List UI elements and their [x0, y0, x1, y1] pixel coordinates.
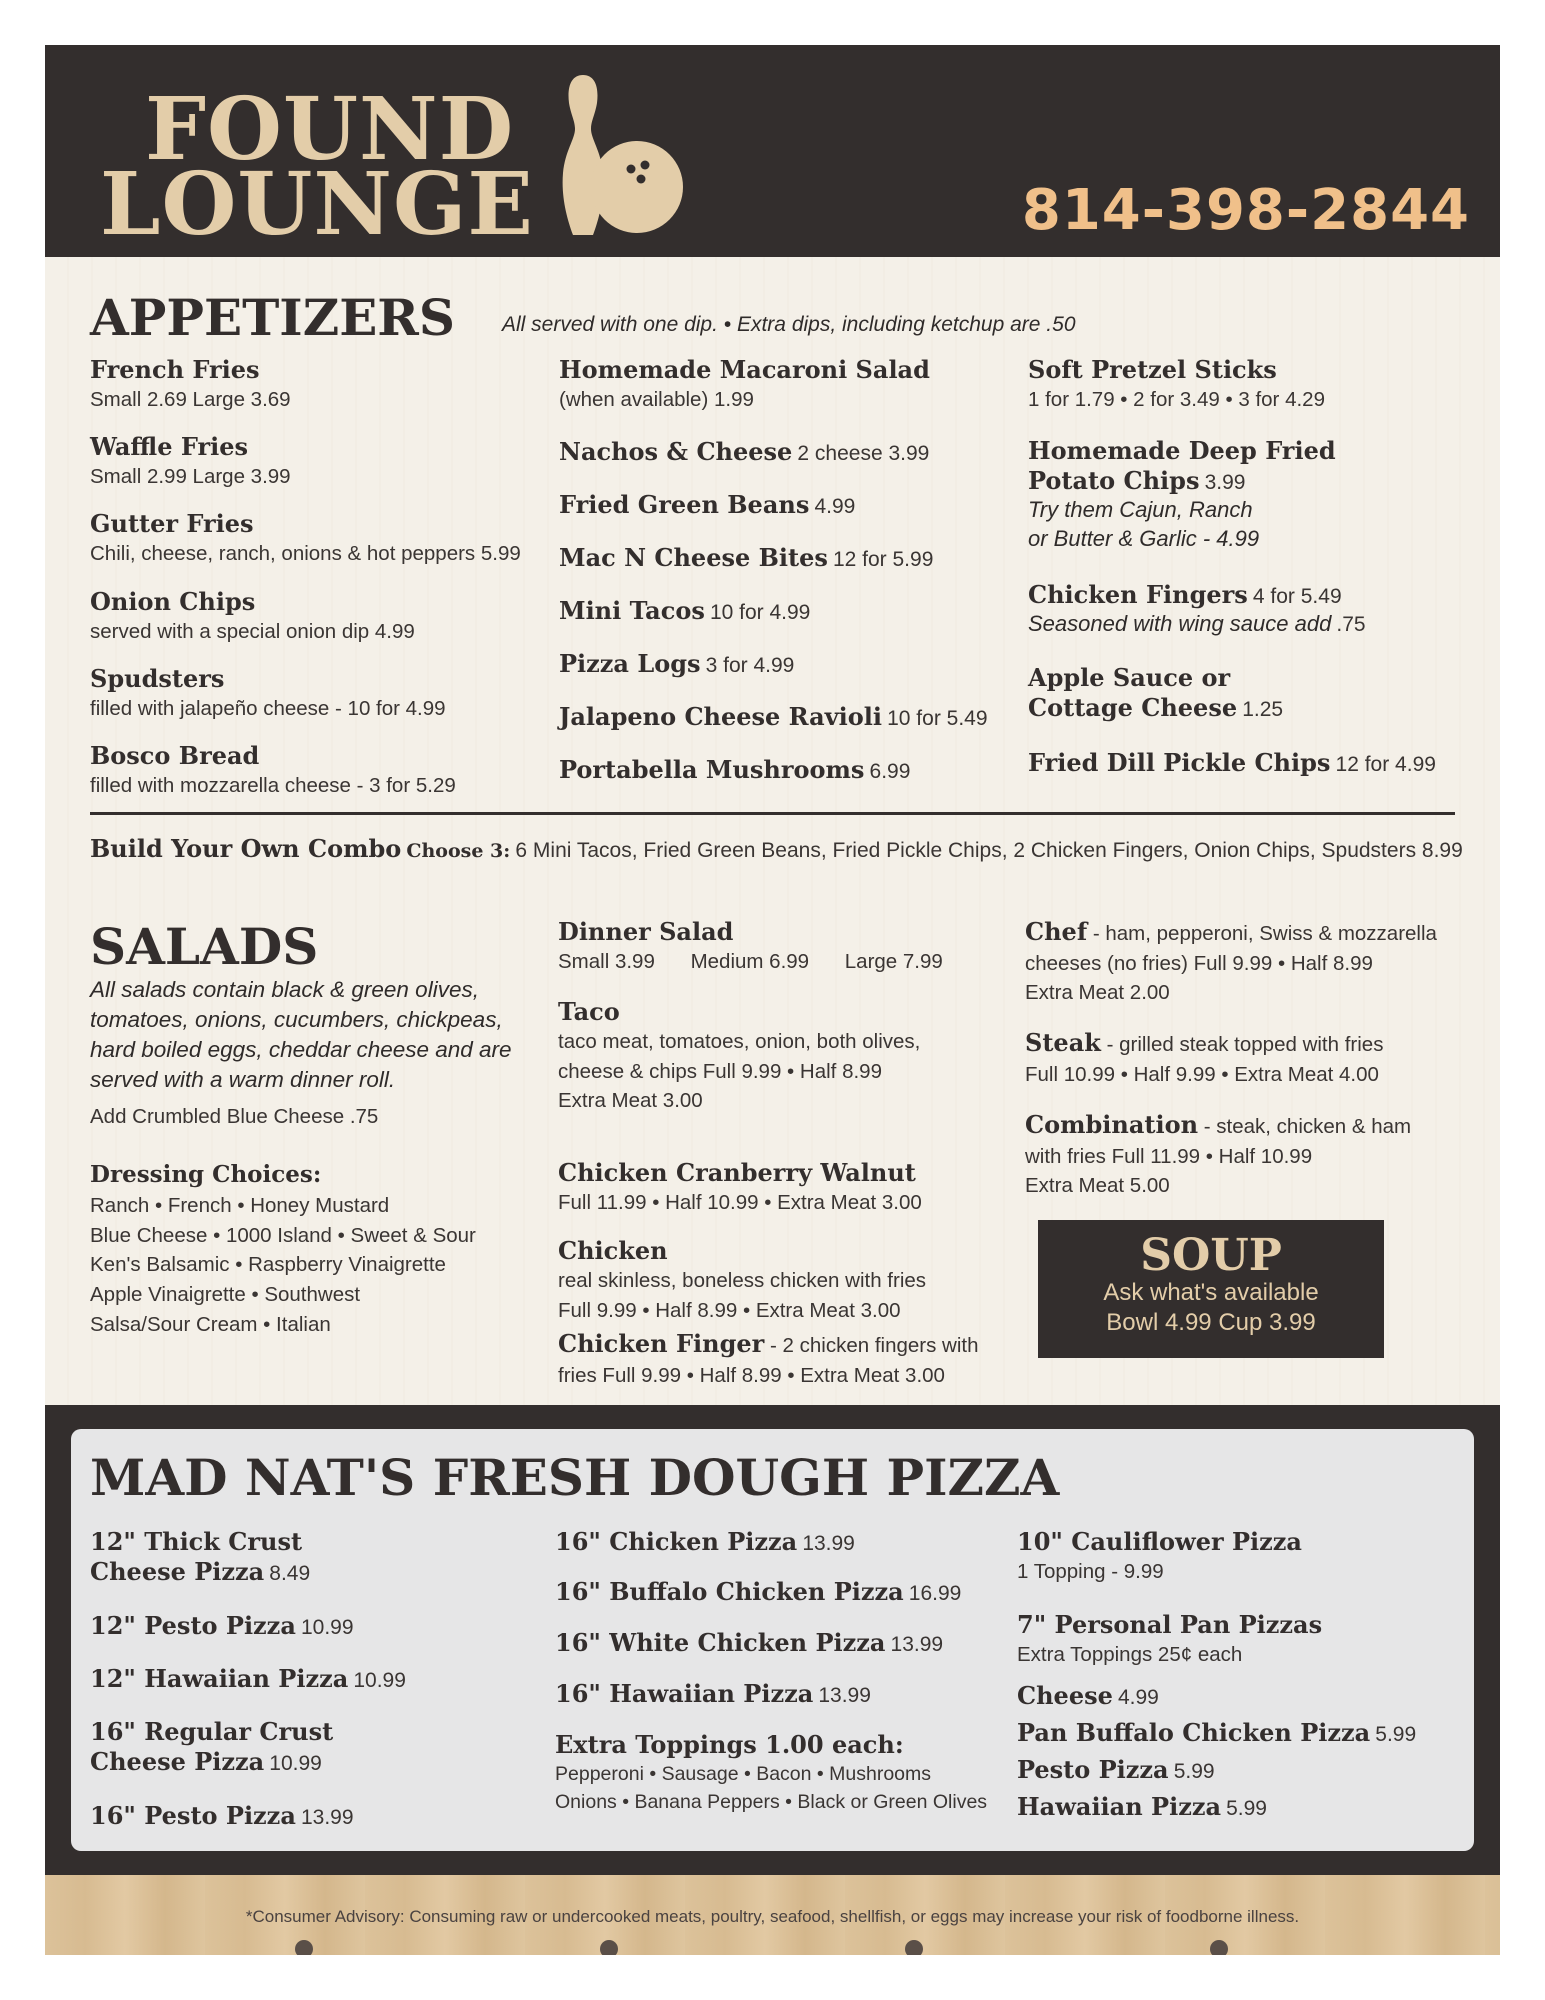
pizza-pan-pesto: Pesto Pizza 5.99: [1017, 1755, 1215, 1784]
salads-add-note: Add Crumbled Blue Cheese .75: [90, 1105, 379, 1128]
nail-icon: [600, 1940, 618, 1955]
phone-number[interactable]: 814-398-2844: [1021, 178, 1470, 243]
pizza-pan-hawaiian: Hawaiian Pizza 5.99: [1017, 1792, 1267, 1821]
menu-item-chicken-fingers: Chicken Fingers 4 for 5.49 Seasoned with wing sauce add .75: [1028, 580, 1366, 636]
menu-item-mini-tacos: Mini Tacos 10 for 4.99: [559, 596, 811, 625]
pizza-pan-cheese: Cheese 4.99: [1017, 1681, 1159, 1710]
salad-chef: Chef - ham, pepperoni, Swiss & mozzarella cheeses (no fries) Full 9.99 • Half 8.99 Extra Meat 2.00: [1025, 917, 1437, 1005]
menu-item-nachos: Nachos & Cheese 2 cheese 3.99: [559, 437, 930, 466]
pizza-regular-crust: 16" Regular Crust Cheese Pizza 10.99: [90, 1717, 334, 1776]
salad-dinner: Dinner Salad Small 3.99 Medium 6.99 Large 7.99: [558, 917, 943, 973]
menu-item-bosco-bread: Bosco Bread filled with mozzarella cheese - 3 for 5.29: [90, 741, 456, 797]
nail-icon: [295, 1940, 313, 1955]
list-item: Blue Cheese • 1000 Island • Sweet & Sour: [90, 1223, 476, 1247]
divider: [90, 812, 1455, 815]
header: [45, 45, 1500, 257]
appetizers-note: All served with one dip. • Extra dips, including ketchup are .50: [502, 313, 1076, 336]
pizza-white-chicken-16: 16" White Chicken Pizza 13.99: [555, 1628, 944, 1657]
pizza-pesto-16: 16" Pesto Pizza 13.99: [90, 1801, 354, 1830]
dressing-title: Dressing Choices:: [90, 1161, 322, 1188]
menu-item-french-fries: French Fries Small 2.69 Large 3.69: [90, 355, 291, 411]
menu-item-pizza-logs: Pizza Logs 3 for 4.99: [559, 649, 795, 678]
pizza-extra-toppings: Extra Toppings 1.00 each: Pepperoni • Sausage • Bacon • Mushrooms Onions • Banana Peppers • Black or Green Olives: [555, 1730, 988, 1814]
nail-icon: [1210, 1940, 1228, 1955]
menu-item-pretzel-sticks: Soft Pretzel Sticks 1 for 1.79 • 2 for 3.49 • 3 for 4.29: [1028, 355, 1325, 411]
salad-chicken: Chicken real skinless, boneless chicken with fries Full 9.99 • Half 8.99 • Extra Meat 3.00: [558, 1236, 927, 1322]
pizza-personal-pan: 7" Personal Pan Pizzas Extra Toppings 25¢ each: [1017, 1610, 1323, 1666]
list-item: Apple Vinaigrette • Southwest: [90, 1283, 361, 1307]
pizza-title: MAD NAT'S FRESH DOUGH PIZZA: [90, 1448, 1060, 1507]
nail-icon: [905, 1940, 923, 1955]
salad-combination: Combination - steak, chicken & ham with fries Full 11.99 • Half 10.99 Extra Meat 5.00: [1025, 1110, 1412, 1198]
menu-item-pickle-chips: Fried Dill Pickle Chips 12 for 4.99: [1028, 748, 1436, 777]
menu-page: [45, 45, 1500, 1955]
pizza-buffalo-16: 16" Buffalo Chicken Pizza 16.99: [555, 1577, 962, 1606]
list-item: Ken's Balsamic • Raspberry Vinaigrette: [90, 1253, 446, 1277]
salad-steak: Steak - grilled steak topped with fries Full 10.99 • Half 9.99 • Extra Meat 4.00: [1025, 1028, 1384, 1086]
menu-item-mushrooms: Portabella Mushrooms 6.99: [559, 755, 911, 784]
bowling-pin-icon: [535, 69, 685, 239]
pizza-hawaiian-16: 16" Hawaiian Pizza 13.99: [555, 1679, 871, 1708]
menu-item-ravioli: Jalapeno Cheese Ravioli 10 for 5.49: [559, 702, 988, 731]
menu-item-onion-chips: Onion Chips served with a special onion dip 4.99: [90, 587, 415, 643]
pizza-pan-buffalo: Pan Buffalo Chicken Pizza 5.99: [1017, 1718, 1417, 1747]
list-item: Salsa/Sour Cream • Italian: [90, 1312, 331, 1336]
logo-found: FOUND: [145, 79, 515, 180]
menu-item-potato-chips: Homemade Deep Fried Potato Chips 3.99 Try them Cajun, Ranch or Butter & Garlic - 4.99: [1028, 436, 1336, 551]
menu-item-mac-cheese-bites: Mac N Cheese Bites 12 for 5.99: [559, 543, 934, 572]
soup-box: SOUP Ask what's available Bowl 4.99 Cup 3.99: [1038, 1220, 1384, 1358]
consumer-advisory: *Consumer Advisory: Consuming raw or undercooked meats, poultry, seafood, shellfish, or eggs may increase your risk of foodborne illness.: [245, 1907, 1300, 1926]
salad-chicken-finger: Chicken Finger - 2 chicken fingers with fries Full 9.99 • Half 8.99 • Extra Meat 3.00: [558, 1329, 979, 1387]
appetizers-title: APPETIZERS: [90, 288, 455, 347]
pizza-cauliflower: 10" Cauliflower Pizza 1 Topping - 9.99: [1017, 1527, 1302, 1583]
pizza-hawaiian-12: 12" Hawaiian Pizza 10.99: [90, 1664, 406, 1693]
pizza-pesto-12: 12" Pesto Pizza 10.99: [90, 1611, 354, 1640]
menu-item-apple-sauce: Apple Sauce or Cottage Cheese 1.25: [1028, 663, 1284, 722]
list-item: Ranch • French • Honey Mustard: [90, 1194, 390, 1217]
dressing-list: [90, 1191, 476, 1340]
salad-cranberry: Chicken Cranberry Walnut Full 11.99 • Half 10.99 • Extra Meat 3.00: [558, 1158, 922, 1214]
menu-item-macaroni-salad: Homemade Macaroni Salad (when available) 1.99: [559, 355, 930, 411]
salads-title: SALADS: [90, 917, 319, 976]
menu-item-spudsters: Spudsters filled with jalapeño cheese - 10 for 4.99: [90, 664, 446, 720]
menu-item-waffle-fries: Waffle Fries Small 2.99 Large 3.99: [90, 432, 291, 488]
salads-note: All salads contain black & green olives, tomatoes, onions, cucumbers, chickpeas, hard boiled eggs, cheddar cheese and are served with a warm dinner roll.: [90, 977, 512, 1092]
menu-item-green-beans: Fried Green Beans 4.99: [559, 490, 856, 519]
menu-item-gutter-fries: Gutter Fries Chili, cheese, ranch, onions & hot peppers 5.99: [90, 509, 521, 565]
pizza-thick-crust: 12" Thick Crust Cheese Pizza 8.49: [90, 1527, 311, 1586]
pizza-chicken-16: 16" Chicken Pizza 13.99: [555, 1527, 855, 1556]
menu-item-combo: Build Your Own Combo Choose 3: 6 Mini Tacos, Fried Green Beans, Fried Pickle Chips, 2 Chicken Fingers, Onion Chips, Spudsters 8.99: [90, 834, 1463, 863]
salad-taco: Taco taco meat, tomatoes, onion, both olives, cheese & chips Full 9.99 • Half 8.99 Extra Meat 3.00: [558, 997, 921, 1113]
logo-lounge: LOUNGE: [100, 154, 534, 255]
